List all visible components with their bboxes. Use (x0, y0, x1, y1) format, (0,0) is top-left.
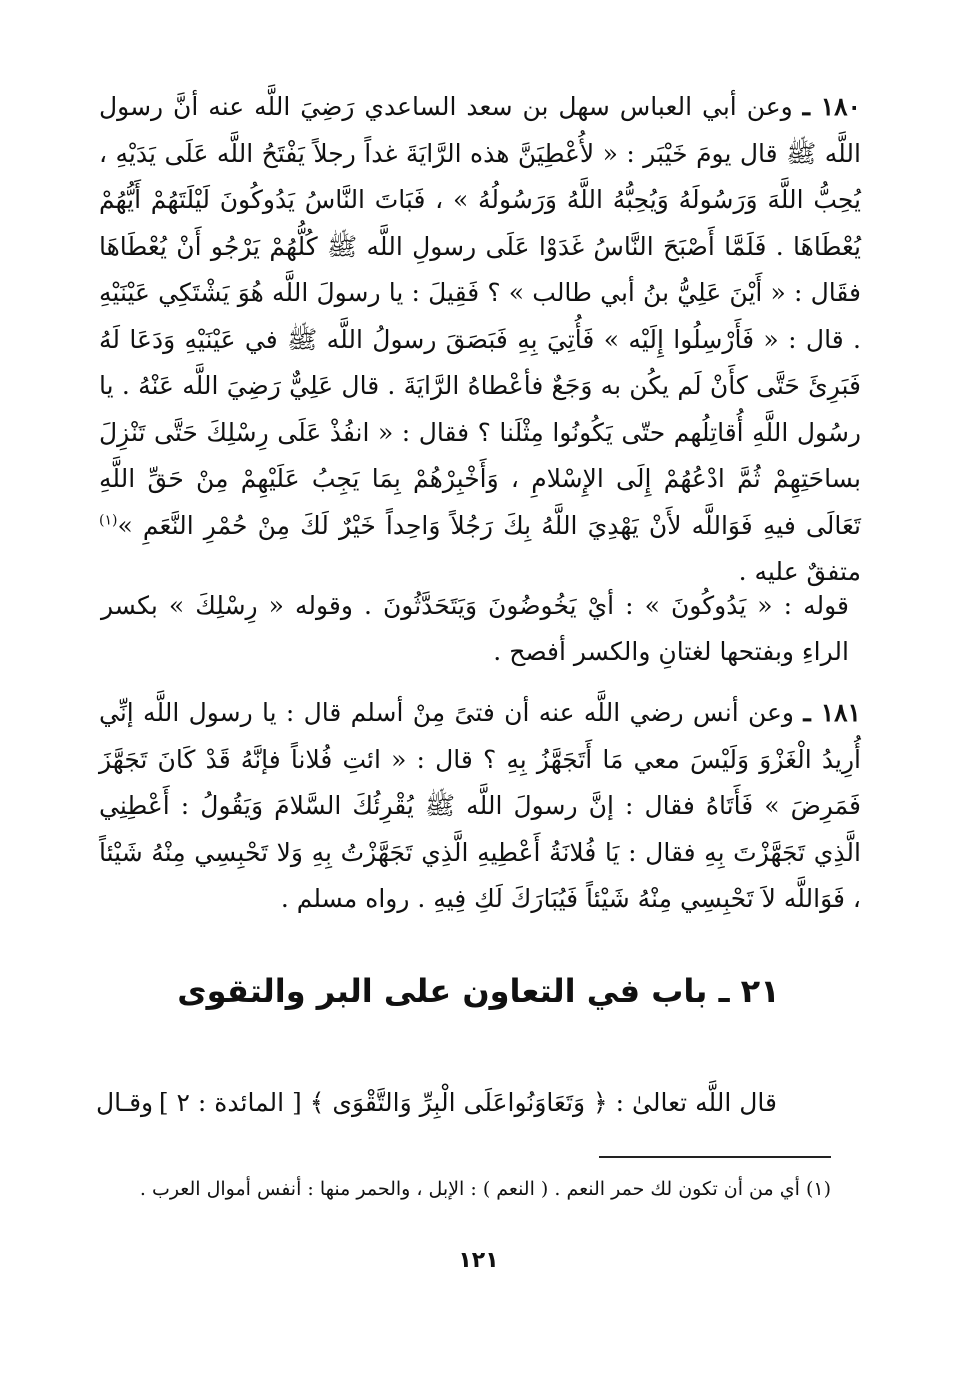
hadith-text: وعن أنس رضي اللَّه عنه أن فتىً مِنْ أسلم قال : يا رسول اللَّه إنِّي أُرِيدُ الْغَزْوَ وَلَيْسَ معي مَا أَتَجَهَّزُ بِهِ ؟ قال : « ائتِ فُلاناً فإنَّهُ قَدْ كَانَ تَجَهَّزَ فَمَرِضَ » فَأَتَاهُ فقال : إنَّ رسولَ اللَّه ﷺ يُقْرِئُكَ السَّلامَ وَيَقُولُ : أَعْطِنِي الَّذِي تَجَهَّزْتَ بِهِ فقال : يَا فُلانَةُ أَعْطِيهِ الَّذِي تَجَهَّزْتُ بِهِ وَلا تَحْبِسِي مِنْهُ شَيْئاً ، فَوَاللَّه لاَ تَحْبِسِي مِنْهُ شَيْئاً فَيُبَارَكَ لَكِ فِيهِ . (99, 698, 861, 913)
footnote-divider (599, 1156, 831, 1158)
hadith-text: وعن أبي العباس سهل بن سعد الساعدي رَضِيَ اللَّه عنه أنَّ رسول اللَّه ﷺ قال يومَ خَيْبَر : « لأُعْطِيَنَّ هذه الرَّايَةَ غداً رجلاً يَفْتَحُ اللَّه عَلَى يَدَيْهِ ، يُحِبُّ اللَّهَ وَرَسُولَهُ وَيُحِبُّهُ اللَّهُ وَرَسُولُهُ » ، فَبَاتَ النَّاسُ يَدُوكُونَ لَيْلَتَهُمْ أَيُّهُمْ يُعْطَاهَا . فَلَمَّا أَصْبَحَ النَّاسُ غَدَوْا عَلَى رسولِ اللَّه ﷺ كُلُّهُمْ يَرْجُو أَنْ يُعْطَاهَا فقَال : « أَيْنَ عَلِيُّ بنُ أبي طالب » ؟ فَقِيلَ : يا رسولَ اللَّه هُوَ يَشْتَكِي عَيْنَيْهِ . قال : « فَأَرْسِلُوا إِلَيْه » فَأُتِيَ بِهِ فَبَصَقَ رسولُ اللَّه ﷺ في عَيْنَيْهِ وَدَعَا لَهُ فَبَرِئَ حَتَّى كأَنْ لَم يكُن به وَجَعٌ فأعْطاهُ الرَّايَةَ . قال عَلِيٌّ رَضِيَ اللَّه عَنْهُ . يا رسُول اللَّهِ أُقاتِلُهم حتّى يَكُونُوا مِثْلَنا ؟ فقال : « انفُذْ عَلَى رِسْلِكَ حَتَّى تَنْزِلَ بساحَتِهِمْ ثُمَّ ادْعُهُمْ إِلَى الإِسْلامِ ، وَأَخْبِرْهُمْ بِمَا يَجِبُ عَلَيْهِمْ مِنْ حَقِّ اللَّهِ تَعَالَى فيهِ فَوَاللَّه لأَنْ يَهْدِيَ اللَّهُ بِكَ رَجُلاً وَاحِداً خَيْرٌ لَكَ مِنْ حُمْرِ النَّعَمِ » (99, 92, 861, 540)
chapter-number: ٢١ (740, 972, 780, 1010)
quran-verse-line (96, 1080, 777, 1126)
footnote (111, 1172, 831, 1206)
chapter-name: ـ باب في التعاون على البر والتقوى (177, 972, 730, 1010)
verse-intro: قال اللَّه تعالىٰ : (615, 1088, 777, 1117)
hadith-source: رواه مسلم . (280, 884, 410, 913)
chapter-title (0, 966, 957, 1016)
hadith-number: ١٨١ ـ (803, 698, 861, 727)
hadith-181 (99, 690, 861, 923)
footnote-number: (١) (805, 1178, 831, 1200)
hadith-180 (99, 84, 861, 596)
verse-reference: [ المائدة : ٢ ] (158, 1088, 302, 1117)
hadith-180-explanation: قوله : « يَدُوكُونَ » : أيْ يَخُوضُونَ وَيَتَحَدَّثُونَ . وقوله « رِسْلِكَ » بكسر الراءِ وبفتحها لغتانِ والكسر أفصح . (101, 591, 849, 666)
hadith-source: متفقٌ عليه . (738, 557, 861, 586)
quran-verse: ﴿ وَتَعَاوَنُواعَلَى الْبِرِّ وَالتَّقْوَى ﴾ (309, 1088, 608, 1117)
footnote-text: أي من أن تكون لك حمر النعم . ( النعم ) : الإبل ، والحمر منها : أنفس أموال العرب . (139, 1178, 800, 1200)
footnote-marker: (١) (99, 512, 118, 529)
continuation-word: وقـال (96, 1088, 154, 1117)
page-number: ١٢١ (458, 1248, 499, 1273)
hadith-number: ١٨٠ ـ (802, 92, 861, 121)
